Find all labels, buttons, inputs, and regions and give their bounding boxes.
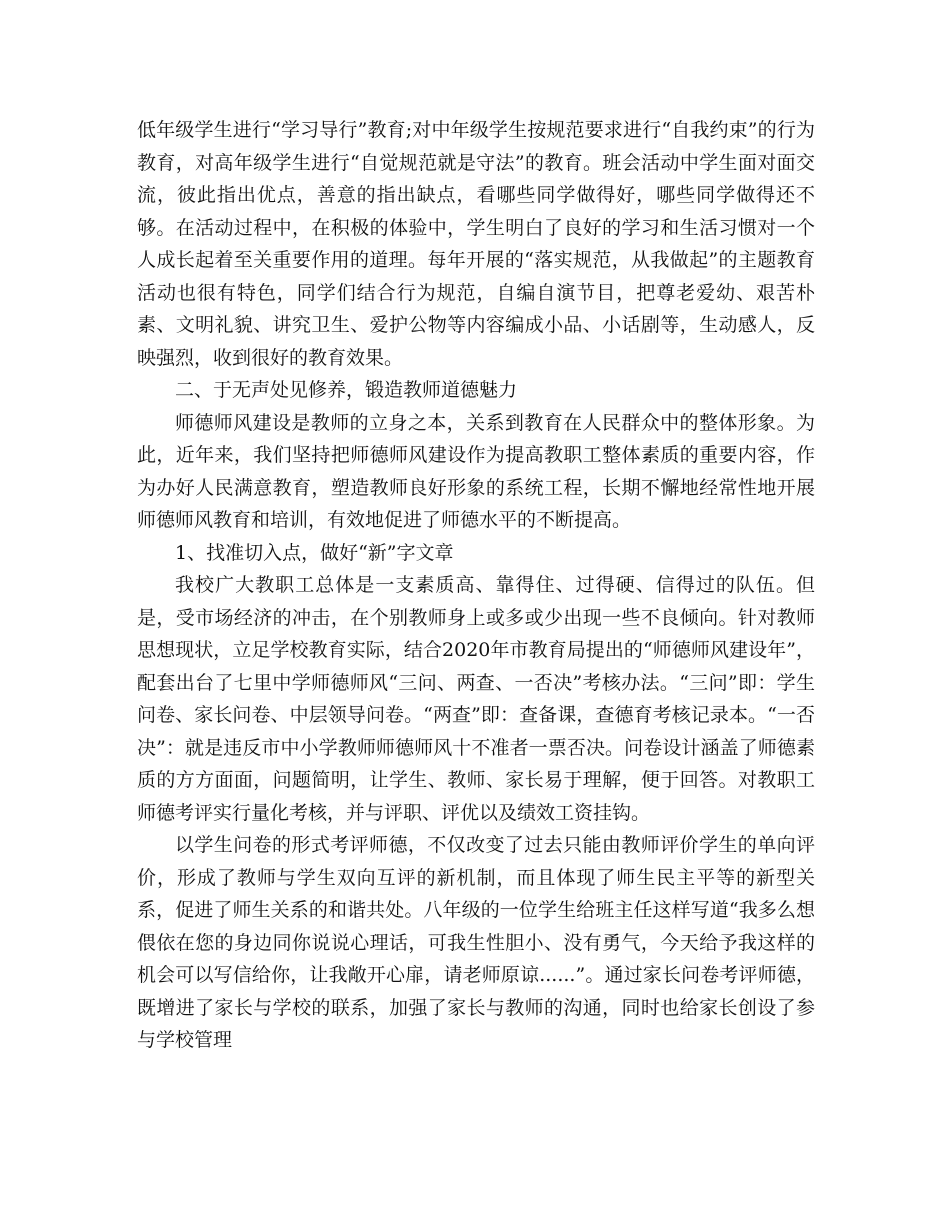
- paragraph-student-survey: 以学生问卷的形式考评师德，不仅改变了过去只能由教师评价学生的单向评价，形成了教师与学生双向互评的新机制，而且体现了师生民主平等的新型关系，促进了师生关系的和谐共处。八年级的一位学生给班主任这样写道“我多么想偎依在您的身边同你说说心理话，可我生性胆小、没有勇气，今天给予我这样的机会可以写信给你，让我敞开心扉，请老师原谅......”。通过家长问卷考评师德，既增进了家长与学校的联系，加强了家长与教师的沟通，同时也给家长创设了参与学校管理: [137, 834, 815, 1051]
- document-body: [137, 114, 815, 1057]
- section-heading-teacher-ethics: 二、于无声处见修养，锻造教师道德魅力: [175, 379, 518, 401]
- subheading-entry-point: 1、找准切入点，做好“新”字文章: [175, 541, 454, 564]
- paragraph-class-meeting: 低年级学生进行“学习导行”教育;对中年级学生按规范要求进行“自我约束”的行为教育，对高年级学生进行“自觉规范就是守法”的教育。班会活动中学生面对面交流，彼此指出优点，善意的指出缺点，看哪些同学做得好，哪些同学做得还不够。在活动过程中，在积极的体验中，学生明白了良好的学习和生活习惯对一个人成长起着至关重要作用的道理。每年开展的“落实规范，从我做起”的主题教育活动也很有特色，同学们结合行为规范，自编自演节目，把尊老爱幼、艰苦朴素、文明礼貌、讲究卫生、爱护公物等内容编成小品、小话剧等，生动感人，反映强烈，收到很好的教育效果。: [137, 119, 815, 369]
- paragraph-assessment-method: 我校广大教职工总体是一支素质高、靠得住、过得硬、信得过的队伍。但是，受市场经济的冲击，在个别教师身上或多或少出现一些不良倾向。针对教师思想现状，立足学校教育实际，结合2020年市教育局提出的“师德师风建设年”，配套出台了七里中学师德师风“三问、两查、一否决”考核办法。“三问”即：学生问卷、家长问卷、中层领导问卷。“两查”即：查备课，查德育考核记录本。“一否决”：就是违反市中小学教师师德师风十不准者一票否决。问卷设计涵盖了师德素质的方方面面，问题简明，让学生、教师、家长易于理解，便于回答。对教职工师德考评实行量化考核，并与评职、评优以及绩效工资挂钩。: [137, 574, 815, 824]
- paragraph-ethics-overview: 师德师风建设是教师的立身之本，关系到教育在人民群众中的整体形象。为此，近年来，我们坚持把师德师风建设作为提高教职工整体素质的重要内容，作为办好人民满意教育，塑造教师良好形象的系统工程，长期不懈地经常性地开展师德师风教育和培训，有效地促进了师德水平的不断提高。: [137, 411, 815, 531]
